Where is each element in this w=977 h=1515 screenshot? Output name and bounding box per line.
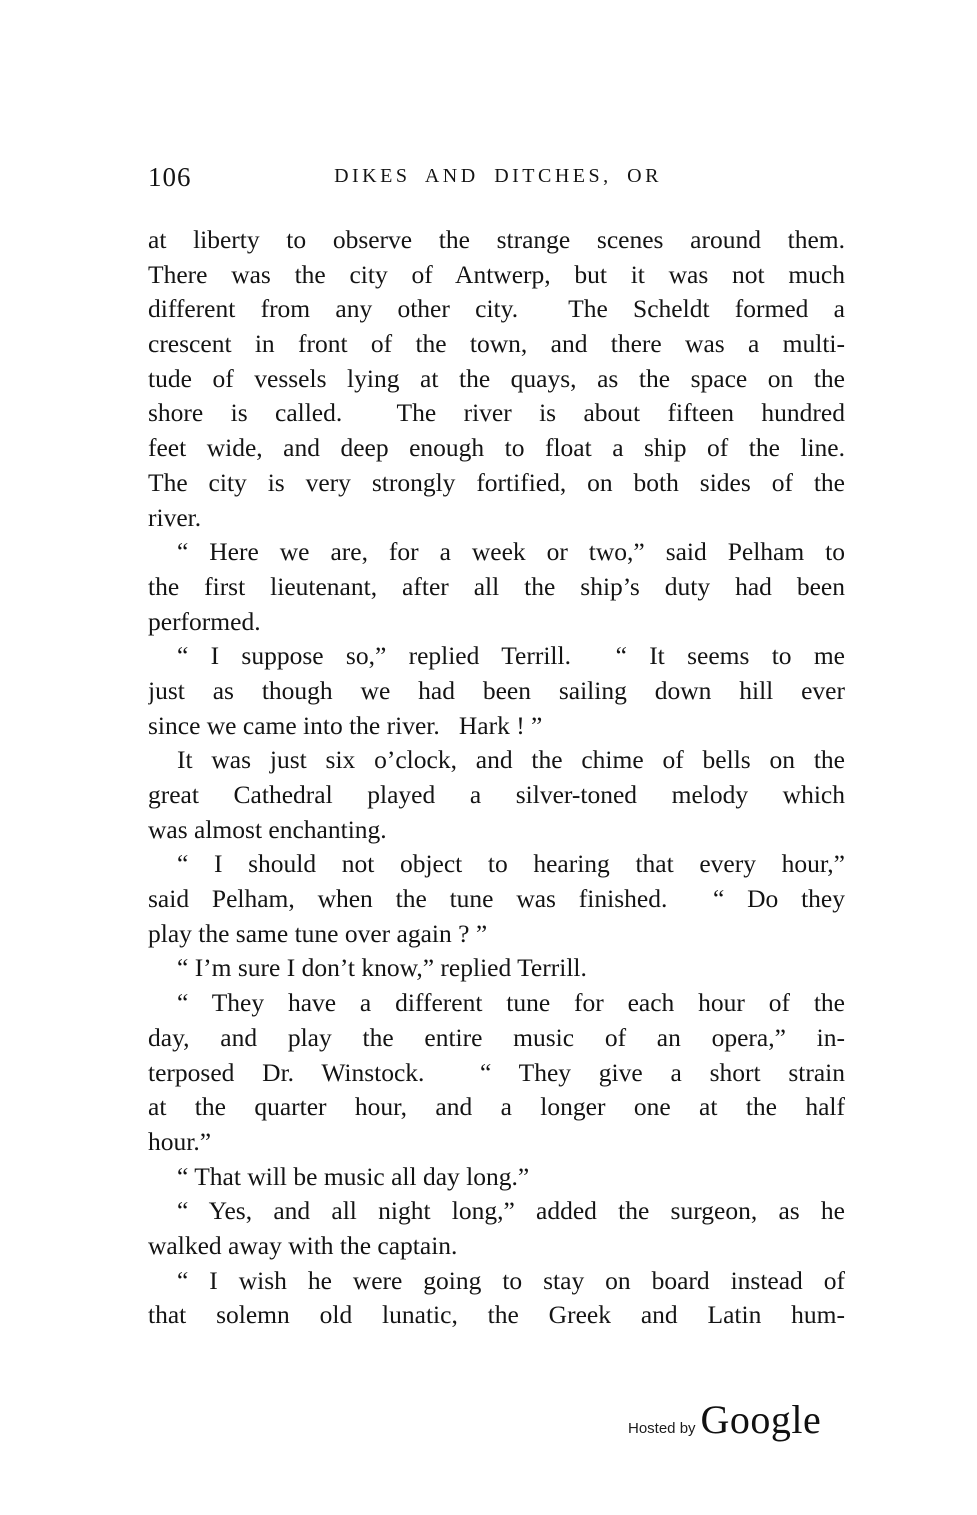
text-line: “ That will be music all day long.” (177, 1161, 530, 1191)
running-head (148, 160, 848, 196)
text-line: that solemn old lunatic, the Greek and Latin hum- (148, 1300, 845, 1330)
text-line: “ I wish he were going to stay on board instead of (177, 1265, 845, 1295)
text-line: at the quarter hour, and a longer one at the half (148, 1092, 845, 1122)
text-line: feet wide, and deep enough to float a ship of the line. (148, 433, 845, 463)
text-line: walked away with the captain. (148, 1230, 458, 1260)
text-line: day, and play the entire music of an opera,” in- (148, 1022, 845, 1052)
text-line: There was the city of Antwerp, but it was not much (148, 259, 845, 289)
hosted-by-label: Hosted by (628, 1420, 696, 1437)
text-line: It was just six o’clock, and the chime of bells on the (177, 745, 845, 775)
text-line: “ They have a different tune for each hour of the (177, 988, 845, 1018)
body-text (148, 223, 845, 1333)
text-line: said Pelham, when the tune was finished. “ Do they (148, 884, 845, 914)
text-line: The city is very strongly fortified, on both sides of the (148, 467, 845, 497)
text-line: different from any other city. The Scheldt formed a (148, 294, 845, 324)
text-line: tude of vessels lying at the quays, as the space on the (148, 363, 845, 393)
text-line: crescent in front of the town, and there was a multi- (148, 329, 845, 359)
running-title: DIKES AND DITCHES, OR (334, 165, 662, 187)
watermark (628, 1396, 821, 1448)
text-line: “ Here we are, for a week or two,” said Pelham to (177, 537, 845, 567)
text-line: just as though we had been sailing down hill ever (148, 675, 845, 705)
text-line: performed. (148, 606, 261, 636)
text-line: since we came into the river. Hark ! ” (148, 710, 543, 740)
google-logo: Google (700, 1397, 822, 1442)
page-number: 106 (148, 162, 192, 192)
text-line: hour.” (148, 1126, 212, 1156)
text-line: was almost enchanting. (148, 814, 387, 844)
text-line: river. (148, 502, 202, 532)
text-line: “ Yes, and all night long,” added the surgeon, as he (177, 1196, 845, 1226)
text-line: play the same tune over again ? ” (148, 918, 488, 948)
text-line: the first lieutenant, after all the ship’s duty had been (148, 571, 845, 601)
text-line: at liberty to observe the strange scenes around them. (148, 225, 845, 254)
text-line: great Cathedral played a silver-toned melody which (148, 780, 845, 809)
text-line: “ I suppose so,” replied Terrill. “ It seems to me (177, 641, 845, 671)
text-line: terposed Dr. Winstock. “ They give a short strain (148, 1057, 845, 1087)
text-line: “ I’m sure I don’t know,” replied Terrill. (177, 953, 587, 983)
text-line: shore is called. The river is about fifteen hundred (148, 398, 845, 428)
text-line: “ I should not object to hearing that every hour,” (177, 849, 845, 879)
